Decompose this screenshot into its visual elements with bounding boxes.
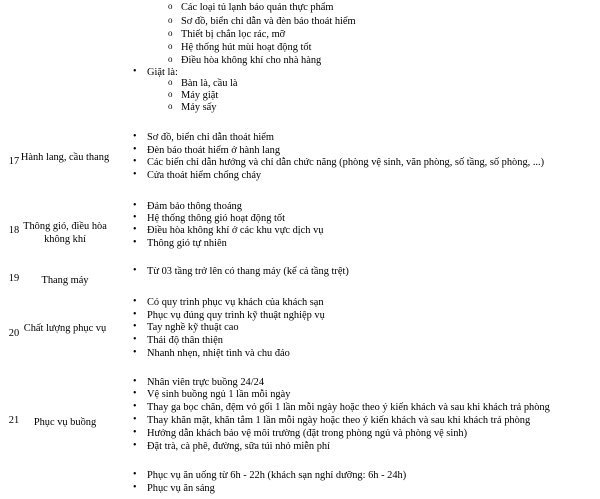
row-category: Phục vụ buồng — [33, 417, 97, 428]
sub-list-item: o Điều hòa không khí cho nhà hàng — [181, 56, 321, 66]
row-category: Thang máy — [41, 275, 89, 286]
sub-list-item: o Sơ đồ, biển chỉ dẫn và đèn báo thoát hiểm — [181, 17, 356, 27]
row-number: 20 — [8, 328, 20, 339]
row-item: • Các biển chỉ dẫn hướng và chỉ dẫn chức năng (phòng vệ sinh, văn phòng, số tầng, số phòng, ...) — [147, 158, 544, 168]
row-item: • Phục vụ đúng quy trình kỹ thuật nghiệp vụ — [147, 311, 325, 321]
laundry-item: o Máy giặt — [181, 91, 218, 101]
row-item: • Đèn báo thoát hiểm ở hành lang — [147, 146, 280, 156]
row-item: • Hệ thống thông gió hoạt động tốt — [147, 214, 285, 224]
row-category: Thông gió, điều hòa không khí — [23, 221, 107, 245]
row-number: 19 — [8, 273, 20, 284]
row-item: • Thông gió tự nhiên — [147, 239, 227, 249]
row-number: 21 — [8, 415, 20, 426]
sub-list-item: o Hệ thống hút mùi hoạt động tốt — [181, 43, 311, 53]
row-item: • Có quy trình phục vụ khách của khách sạn — [147, 298, 324, 308]
row-item: • Phục vụ ăn uống từ 6h - 22h (khách sạn nghỉ dưỡng: 6h - 24h) — [147, 471, 406, 481]
row-category: Hành lang, cầu thang — [20, 152, 110, 163]
row-item: • Thái độ thân thiện — [147, 336, 223, 346]
row-item: • Phục vụ ăn sáng — [147, 484, 215, 494]
row-number: 18 — [8, 225, 20, 236]
row-item: • Điều hòa không khí ở các khu vực dịch vụ — [147, 226, 323, 236]
row-item: • Nhân viên trực buồng 24/24 — [147, 378, 264, 388]
row-item: • Hướng dẫn khách bảo vệ môi trường (đặt trong phòng ngủ và phòng vệ sinh) — [147, 429, 467, 439]
row-item: • Vệ sinh buồng ngủ 1 lần mỗi ngày — [147, 390, 290, 400]
row-item: • Đảm bảo thông thoáng — [147, 202, 242, 212]
row-item: • Đặt trà, cà phê, đường, sữa túi nhỏ miễn phí — [147, 442, 330, 452]
row-item: • Từ 03 tầng trở lên có thang máy (kể cả tầng trệt) — [147, 267, 349, 277]
row-number: 17 — [8, 156, 20, 167]
row-item: • Thay khăn mặt, khăn tắm 1 lần mỗi ngày hoặc theo ý kiến khách và sau khi khách trả phòng — [147, 416, 530, 426]
laundry-heading: • Giặt là: — [147, 68, 178, 78]
laundry-item: o Máy sấy — [181, 103, 217, 113]
row-item: • Cửa thoát hiểm chống cháy — [147, 171, 261, 181]
sub-list-item: o Thiết bị chắn lọc rác, mỡ — [181, 30, 285, 40]
row-item: • Sơ đồ, biển chỉ dẫn thoát hiểm — [147, 133, 274, 143]
row-category: Chất lượng phục vụ — [23, 323, 107, 334]
row-item: • Tay nghề kỹ thuật cao — [147, 323, 239, 333]
sub-list-item: o Các loại tủ lạnh bảo quản thực phẩm — [181, 3, 334, 13]
row-item: • Thay ga bọc chăn, đệm vỏ gối 1 lần mỗi ngày hoặc theo ý kiến khách và sau khi khách trả phòng — [147, 403, 550, 413]
row-item: • Nhanh nhẹn, nhiệt tình và chu đáo — [147, 349, 290, 359]
laundry-item: o Bàn là, cầu là — [181, 79, 238, 89]
